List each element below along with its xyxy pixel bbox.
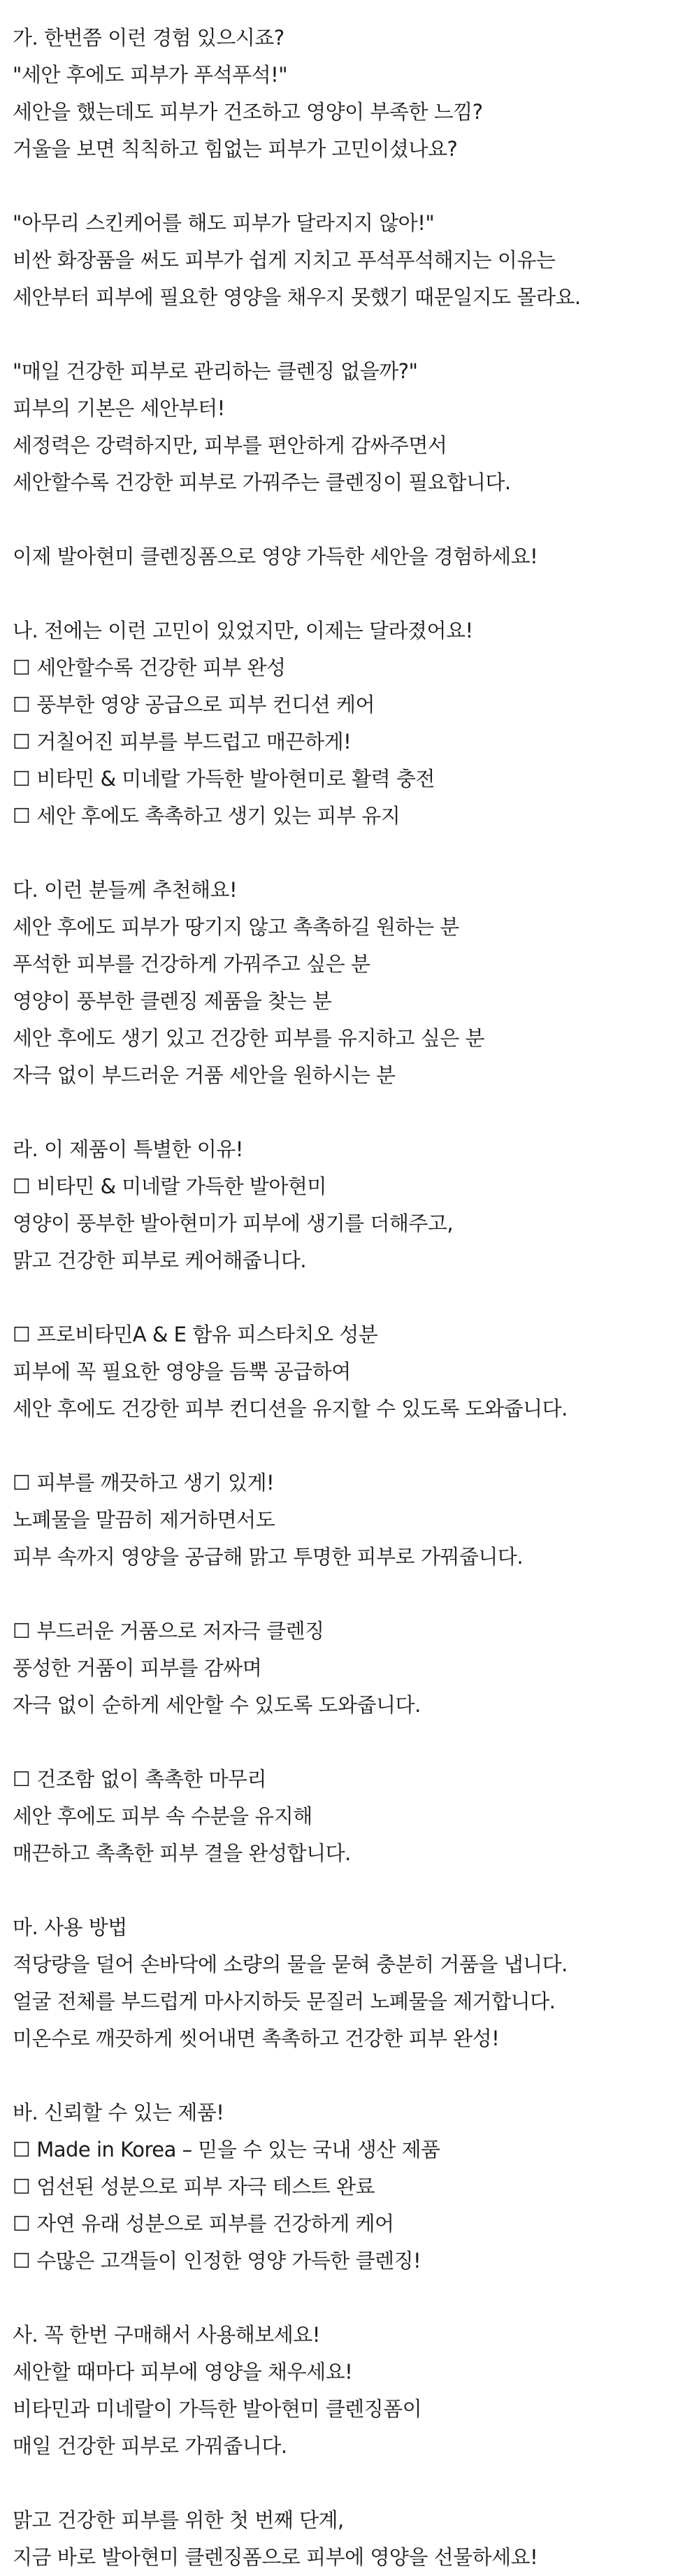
text-line: 거울을 보면 칙칙하고 힘없는 피부가 고민이셨나요? — [13, 137, 458, 161]
text-line: ☐ 프로비타민A & E 함유 피스타치오 성분 — [13, 1323, 378, 1346]
text-line: ☐ Made in Korea – 믿을 수 있는 국내 생산 제품 — [13, 2138, 440, 2161]
text-line: 세안부터 피부에 필요한 영양을 채우지 못했기 때문일지도 몰라요. — [13, 285, 581, 309]
text-line: 세안 후에도 피부 속 수분을 유지해 — [13, 1804, 312, 1828]
blank-line — [13, 2280, 686, 2317]
text-line: ☐ 자연 유래 성분으로 피부를 건강하게 케어 — [13, 2212, 394, 2236]
text-line: "아무리 스킨케어를 해도 피부가 달라지지 않아!" — [13, 211, 435, 235]
text-line: 나. 전에는 이런 고민이 있었지만, 이제는 달라졌어요! — [13, 619, 473, 642]
text-line: 매끈하고 촉촉한 피부 결을 완성합니다. — [13, 1841, 351, 1865]
text-line: 매일 건강한 피부로 가꿔줍니다. — [13, 2434, 287, 2458]
text-line: 맑고 건강한 피부를 위한 첫 번째 단계, — [13, 2508, 344, 2532]
blank-line — [13, 2465, 686, 2502]
blank-line — [13, 1427, 686, 1465]
text-line: "세안 후에도 피부가 푸석푸석!" — [13, 63, 288, 87]
text-line: 적당량을 덜어 손바닥에 소량의 물을 묻혀 충분히 거품을 냅니다. — [13, 1952, 568, 1976]
text-line: 라. 이 제품이 특별한 이유! — [13, 1137, 243, 1161]
text-line: 자극 없이 부드러운 거품 세안을 원하시는 분 — [13, 1063, 396, 1087]
text-line: "매일 건강한 피부로 관리하는 클렌징 없을까?" — [13, 359, 418, 383]
blank-line — [13, 1576, 686, 1613]
text-line: ☐ 부드러운 거품으로 저자극 클렌징 — [13, 1619, 324, 1643]
blank-line — [13, 2057, 686, 2094]
text-line: 지금 바로 발아현미 클렌징폼으로 피부에 영양을 선물하세요! — [13, 2545, 538, 2569]
text-line: 마. 사용 방법 — [13, 1915, 127, 1939]
text-line: ☐ 세안할수록 건강한 피부 완성 — [13, 656, 286, 679]
text-line: 세정력은 강력하지만, 피부를 편안하게 감싸주면서 — [13, 433, 447, 457]
text-line: ☐ 거칠어진 피부를 부드럽고 매끈하게! — [13, 730, 352, 754]
blank-line — [13, 575, 686, 612]
text-line: 얼굴 전체를 부드럽게 마사지하듯 문질러 노폐물을 제거합니다. — [13, 1989, 556, 2013]
text-line: 피부에 꼭 필요한 영양을 듬뿍 공급하여 — [13, 1360, 351, 1383]
text-line: 미온수로 깨끗하게 씻어내면 촉촉하고 건강한 피부 완성! — [13, 2027, 500, 2050]
text-line: 맑고 건강한 피부로 케어해줍니다. — [13, 1249, 307, 1272]
text-line: 바. 신뢰할 수 있는 제품! — [13, 2101, 224, 2124]
text-line: 가. 한번쯤 이런 경험 있으시죠? — [13, 26, 284, 50]
text-line: ☐ 풍부한 영양 공급으로 피부 컨디션 케어 — [13, 693, 375, 717]
text-line: 자극 없이 순하게 세안할 수 있도록 도와줍니다. — [13, 1693, 421, 1717]
text-line: ☐ 세안 후에도 촉촉하고 생기 있는 피부 유지 — [13, 804, 401, 828]
text-line: ☐ 수많은 고객들이 인정한 영양 가득한 클렌징! — [13, 2249, 421, 2273]
text-line: 세안할수록 건강한 피부로 가꿔주는 클렌징이 필요합니다. — [13, 470, 511, 494]
text-line: 이제 발아현미 클렌징폼으로 영양 가득한 세안을 경험하세요! — [13, 545, 538, 568]
text-line: ☐ 피부를 깨끗하고 생기 있게! — [13, 1471, 275, 1495]
text-line: 피부 속까지 영양을 공급해 맑고 투명한 피부로 가꿔줍니다. — [13, 1545, 524, 1569]
text-line: 영양이 풍부한 발아현미가 피부에 생기를 더해주고, — [13, 1211, 454, 1235]
text-line: 비싼 화장품을 써도 피부가 쉽게 지치고 푸석푸석해지는 이유는 — [13, 248, 556, 272]
blank-line — [13, 1279, 686, 1316]
text-line: ☐ 비타민 & 미네랄 가득한 발아현미 — [13, 1174, 326, 1198]
product-description — [13, 20, 686, 2576]
text-line: 영양이 풍부한 클렌징 제품을 찾는 분 — [13, 989, 332, 1013]
blank-line — [13, 1872, 686, 1909]
text-line: ☐ 비타민 & 미네랄 가득한 발아현미로 활력 충전 — [13, 767, 435, 791]
blank-line — [13, 316, 686, 353]
blank-line — [13, 501, 686, 538]
text-line: ☐ 건조함 없이 촉촉한 마무리 — [13, 1767, 267, 1791]
blank-line — [13, 168, 686, 205]
text-line: 노폐물을 말끔히 제거하면서도 — [13, 1508, 275, 1532]
text-line: 풍성한 거품이 피부를 감싸며 — [13, 1656, 262, 1680]
text-line: 세안 후에도 피부가 땅기지 않고 촉촉하길 원하는 분 — [13, 915, 459, 939]
text-line: 다. 이런 분들께 추천해요! — [13, 878, 238, 902]
text-line: 푸석한 피부를 건강하게 가꿔주고 싶은 분 — [13, 952, 370, 976]
text-line: 피부의 기본은 세안부터! — [13, 396, 225, 420]
text-line: 세안 후에도 생기 있고 건강한 피부를 유지하고 싶은 분 — [13, 1026, 485, 1050]
blank-line — [13, 1724, 686, 1761]
blank-line — [13, 1094, 686, 1131]
text-line: 세안 후에도 건강한 피부 컨디션을 유지할 수 있도록 도와줍니다. — [13, 1397, 568, 1420]
blank-line — [13, 835, 686, 872]
text-line: 세안할 때마다 피부에 영양을 채우세요! — [13, 2360, 353, 2384]
text-line: 비타민과 미네랄이 가득한 발아현미 클렌징폼이 — [13, 2397, 422, 2421]
text-line: ☐ 엄선된 성분으로 피부 자극 테스트 완료 — [13, 2175, 375, 2199]
text-line: 사. 꼭 한번 구매해서 사용해보세요! — [13, 2323, 320, 2347]
text-line: 세안을 했는데도 피부가 건조하고 영양이 부족한 느낌? — [13, 100, 483, 124]
